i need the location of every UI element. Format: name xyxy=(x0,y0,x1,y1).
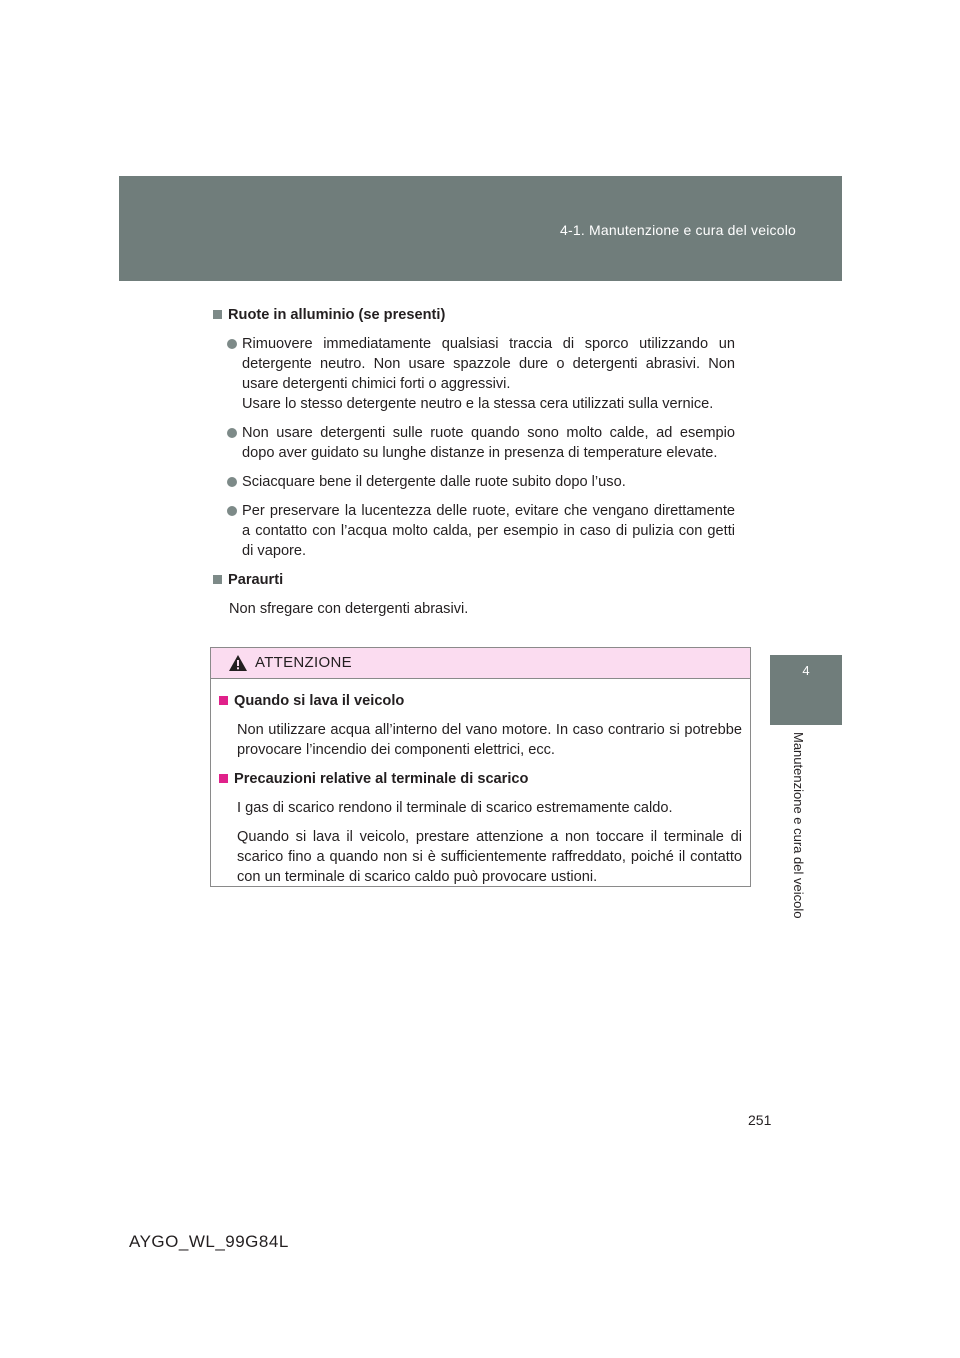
list-item xyxy=(227,334,735,414)
chapter-number: 4 xyxy=(802,663,810,678)
square-bullet-icon xyxy=(219,774,228,783)
warning-text: I gas di scarico rendono il terminale di scarico estremamente caldo. xyxy=(237,800,673,816)
list-item xyxy=(227,472,735,492)
circle-bullet-icon xyxy=(227,428,237,438)
chapter-tab xyxy=(770,655,842,725)
warning-body xyxy=(211,679,750,887)
header-band xyxy=(119,176,842,281)
list-item xyxy=(227,501,735,561)
warning-heading-washing: Quando si lava il veicolo xyxy=(219,691,742,711)
list-item-text: Non usare detergenti sulle ruote quando sono molto calde, ad esempio dopo aver guidato su lunghe distanze in presenza di temperature elevate. xyxy=(242,425,735,461)
chapter-side-label: Manutenzione e cura del veicolo xyxy=(791,732,806,919)
warning-triangle-icon xyxy=(228,654,248,672)
circle-bullet-icon xyxy=(227,477,237,487)
list-item-text: Usare lo stesso detergente neutro e la stessa cera utilizzati sulla vernice. xyxy=(242,396,714,412)
section-title: 4-1. Manutenzione e cura del veicolo xyxy=(559,222,796,238)
square-bullet-icon xyxy=(213,310,222,319)
section-heading-bumpers: Paraurti xyxy=(213,570,735,590)
circle-bullet-icon xyxy=(227,339,237,349)
warning-text: Quando si lava il veicolo, prestare attenzione a non toccare il terminale di scarico fino a quando non si è sufficientemente raffreddato, poiché il contatto con un terminale di scarico caldo può provocare ustioni. xyxy=(237,829,742,885)
warning-title: ATTENZIONE xyxy=(255,654,352,671)
list-item-text: Sciacquare bene il detergente dalle ruote subito dopo l’uso. xyxy=(242,474,626,490)
square-bullet-icon xyxy=(213,575,222,584)
warning-box xyxy=(210,647,751,887)
page-number: 251 xyxy=(748,1112,772,1128)
square-bullet-icon xyxy=(219,696,228,705)
list-item-text: Rimuovere immediatamente qualsiasi traccia di sporco utilizzando un detergente neutro. Non usare spazzole dure o detergenti abrasivi. Non usare detergenti chimici forti o aggressivi. xyxy=(242,336,735,392)
bumpers-text: Non sfregare con detergenti abrasivi. xyxy=(229,601,469,617)
list-item xyxy=(227,423,735,463)
main-content xyxy=(213,305,735,628)
warning-header xyxy=(211,648,750,679)
list-item-text: Per preservare la lucentezza delle ruote, evitare che vengano direttamente a contatto con l’acqua molto calda, per esempio in caso di pulizia con getti di vapore. xyxy=(242,503,735,559)
circle-bullet-icon xyxy=(227,506,237,516)
section-heading-wheels: Ruote in alluminio (se presenti) xyxy=(213,305,735,325)
warning-text: Non utilizzare acqua all’interno del vano motore. In caso contrario si potrebbe provocare l’incendio dei componenti elettrici, ecc. xyxy=(237,722,742,758)
document-code: AYGO_WL_99G84L xyxy=(129,1232,289,1251)
warning-heading-exhaust: Precauzioni relative al terminale di scarico xyxy=(219,769,742,789)
